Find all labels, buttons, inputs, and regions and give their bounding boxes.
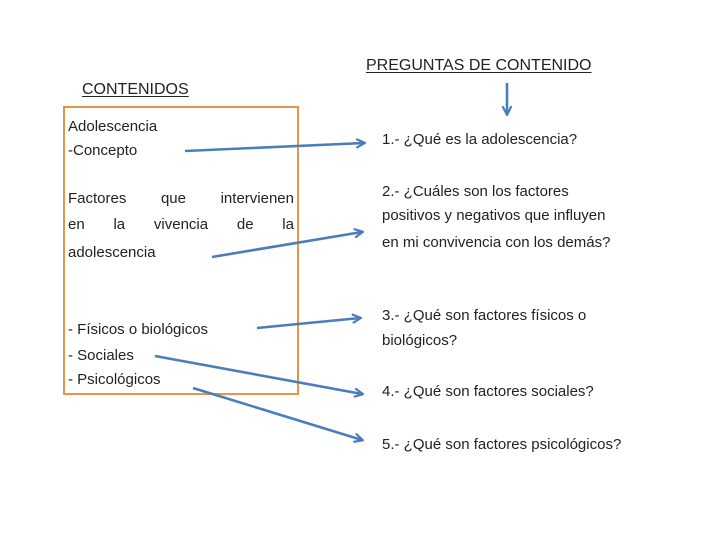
item-factores-line1: Factores que intervienen <box>68 190 294 207</box>
question-1: 1.- ¿Qué es la adolescencia? <box>382 131 578 148</box>
item-psicologicos: - Psicológicos <box>68 371 161 388</box>
arrow-factores-to-q2 <box>212 232 362 257</box>
preguntas-header: PREGUNTAS DE CONTENIDO <box>366 57 592 74</box>
question-5: 5.- ¿Qué son factores psicológicos? <box>382 436 622 453</box>
arrow-concepto-to-q1 <box>185 143 364 151</box>
item-fisicos: - Físicos o biológicos <box>68 321 209 338</box>
contenidos-header: CONTENIDOS <box>82 81 189 98</box>
question-3-line1: 3.- ¿Qué son factores físicos o <box>382 307 587 324</box>
item-factores-line2: en la vivencia de la <box>68 216 294 233</box>
item-factores-line3: adolescencia <box>68 244 156 261</box>
item-concepto: -Concepto <box>68 142 138 159</box>
item-adolescencia: Adolescencia <box>68 118 158 135</box>
arrow-psicologicos-to-q5 <box>193 388 362 440</box>
item-sociales: - Sociales <box>68 347 134 364</box>
question-2-line2: positivos y negativos que influyen <box>382 207 606 224</box>
question-2-line3: en mi convivencia con los demás? <box>382 234 611 251</box>
question-3-line2: biológicos? <box>382 332 458 349</box>
question-4: 4.- ¿Qué son factores sociales? <box>382 383 594 400</box>
arrow-sociales-to-q4 <box>155 356 362 394</box>
arrow-fisicos-to-q3 <box>257 318 360 328</box>
question-2-line1: 2.- ¿Cuáles son los factores <box>382 183 569 200</box>
